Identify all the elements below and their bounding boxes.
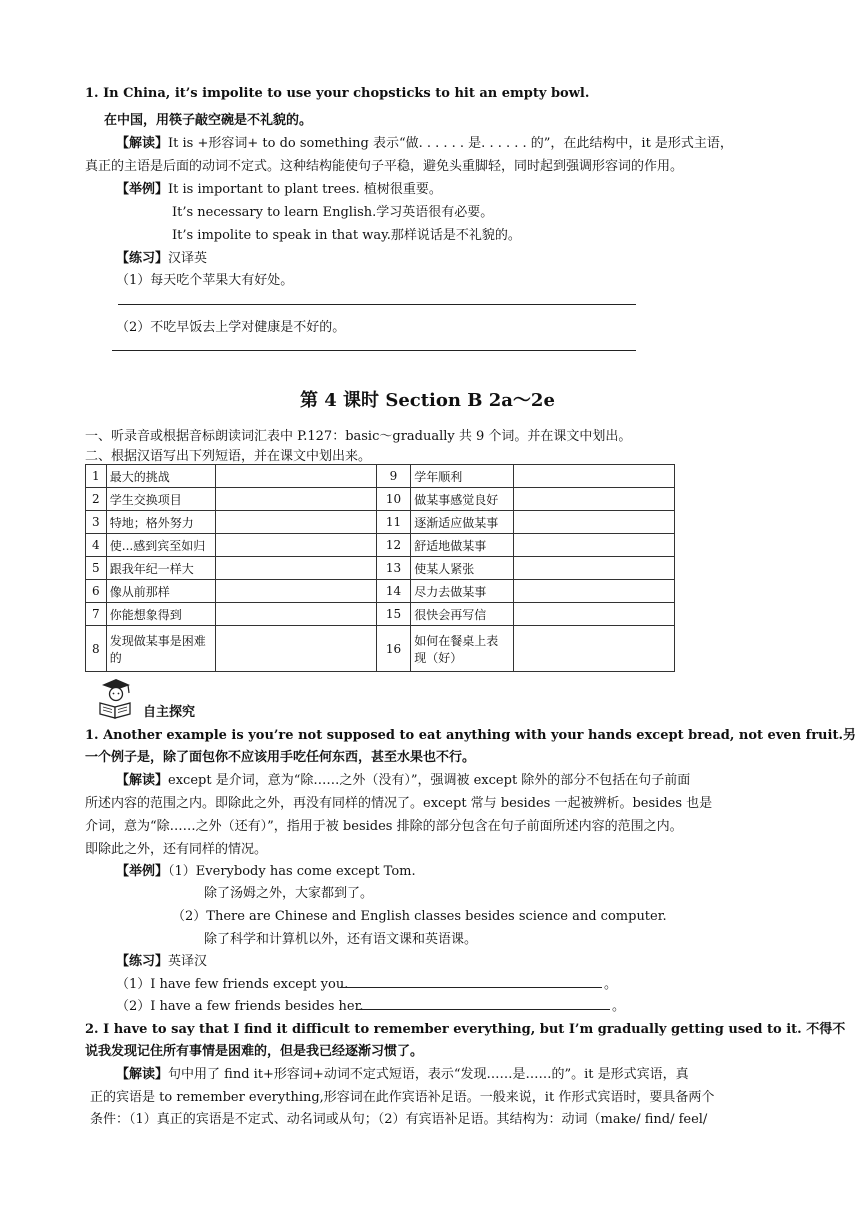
vocab-row	[86, 511, 675, 534]
lianxi-tag: 【练习】	[116, 954, 169, 969]
vocab-row	[86, 580, 675, 603]
vocab-chinese: 学生交换项目	[106, 488, 215, 511]
vocab-chinese: 使...感到宾至如归	[106, 534, 215, 557]
vocab-number: 12	[376, 534, 411, 557]
practice-q2-answer-line[interactable]	[356, 1009, 610, 1010]
jiedu-text: 句中用了 find it+形容词+动词不定式短语，表示“发现……是……的”。it 是形式宾语，真	[168, 1067, 689, 1082]
example-2-cn: 除了科学和计算机以外，还有语文课和英语课。	[204, 932, 478, 947]
vocab-answer-cell[interactable]	[513, 511, 674, 534]
juli-tag: 【举例】	[116, 182, 169, 197]
practice-q1: （1）I have few friends except you.	[116, 977, 349, 992]
vocab-number: 2	[86, 488, 107, 511]
practice-q1-period: 。	[604, 977, 618, 992]
vocab-chinese: 做某事感觉良好	[411, 488, 514, 511]
vocab-chinese: 发现做某事是困难的	[106, 626, 215, 672]
vocab-answer-cell[interactable]	[513, 534, 674, 557]
vocab-chinese: 舒适地做某事	[411, 534, 514, 557]
vocab-row	[86, 488, 675, 511]
explore-sentence-2b: 说我发现记住所有事情是困难的，但是我已经逐渐习惯了。	[85, 1044, 424, 1059]
answer-line-1[interactable]	[118, 304, 636, 305]
vocab-answer-cell[interactable]	[215, 534, 376, 557]
vocab-number: 8	[86, 626, 107, 672]
instruction-2: 二、根据汉语写出下列短语，并在课文中划出来。	[85, 449, 372, 464]
vocab-number: 13	[376, 557, 411, 580]
example-1: It is important to plant trees. 植树很重要。	[168, 182, 442, 197]
explore-sentence-1b: 一个例子是，除了面包你不应该用手吃任何东西，甚至水果也不行。	[85, 750, 476, 765]
vocab-row	[86, 557, 675, 580]
vocab-table	[85, 464, 675, 672]
lianxi-block	[116, 247, 207, 266]
juli-tag: 【举例】	[116, 864, 169, 879]
juli-block	[116, 178, 442, 197]
vocab-number: 6	[86, 580, 107, 603]
explore-jiedu-2	[116, 1063, 689, 1082]
lesson-title: 第 4 课时 Section B 2a～2e	[300, 390, 555, 411]
vocab-number: 15	[376, 603, 411, 626]
vocab-answer-cell[interactable]	[513, 626, 674, 672]
example-1-cn: 除了汤姆之外，大家都到了。	[204, 886, 374, 901]
example-2-en: （2）There are Chinese and English classes besides science and computer.	[172, 909, 667, 924]
jiedu-tag: 【解读】	[116, 136, 169, 151]
vocab-chinese: 使某人紧张	[411, 557, 514, 580]
explore-jiedu-1-line4: 即除此之外，还有同样的情况。	[85, 842, 268, 857]
vocab-chinese: 逐渐适应做某事	[411, 511, 514, 534]
vocab-answer-cell[interactable]	[215, 603, 376, 626]
vocab-answer-cell[interactable]	[513, 465, 674, 488]
explore-lianxi	[116, 950, 207, 969]
vocab-number: 3	[86, 511, 107, 534]
explore-jiedu-2-line2: 正的宾语是 to remember everything,形容词在此作宾语补足语。一般来说，it 作形式宾语时，要具备两个	[90, 1090, 715, 1105]
vocab-number: 4	[86, 534, 107, 557]
jiedu-paragraph-1	[116, 132, 733, 151]
vocab-answer-cell[interactable]	[215, 557, 376, 580]
vocab-number: 9	[376, 465, 411, 488]
example-3: It’s impolite to speak in that way.那样说话是不礼貌的。	[172, 228, 521, 243]
vocab-chinese: 像从前那样	[106, 580, 215, 603]
explore-jiedu-1-line3: 介词，意为“除……之外（还有）”，指用于被 besides 排除的部分包含在句子前面所述内容的范围之内。	[85, 819, 683, 834]
example-2: It’s necessary to learn English.学习英语很有必要。	[172, 205, 494, 220]
vocab-chinese: 很快会再写信	[411, 603, 514, 626]
vocab-answer-cell[interactable]	[513, 580, 674, 603]
explore-jiedu-1	[116, 769, 690, 788]
vocab-number: 10	[376, 488, 411, 511]
practice-q1-answer-line[interactable]	[340, 987, 602, 988]
student-reading-icon	[96, 677, 134, 719]
vocab-answer-cell[interactable]	[215, 580, 376, 603]
explore-juli	[116, 860, 416, 879]
vocab-row	[86, 603, 675, 626]
vocab-answer-cell[interactable]	[215, 465, 376, 488]
explore-jiedu-1-line2: 所述内容的范围之内。即除此之外，再没有同样的情况了。except 常与 besides 一起被辨析。besides 也是	[85, 796, 713, 811]
vocab-answer-cell[interactable]	[215, 511, 376, 534]
jiedu-tag: 【解读】	[116, 773, 169, 788]
vocab-answer-cell[interactable]	[513, 603, 674, 626]
vocab-chinese: 你能想象得到	[106, 603, 215, 626]
lianxi-type: 英译汉	[168, 954, 208, 969]
vocab-chinese: 特地；格外努力	[106, 511, 215, 534]
sentence-1-translation: 在中国，用筷子敲空碗是不礼貌的。	[104, 113, 313, 128]
exercise-1: （1）每天吃个苹果大有好处。	[116, 273, 294, 288]
vocab-row	[86, 534, 675, 557]
jiedu-text: except 是介词，意为“除……之外（没有）”，强调被 except 除外的部分不包括在句子前面	[168, 773, 691, 788]
vocab-answer-cell[interactable]	[513, 557, 674, 580]
vocab-chinese: 如何在餐桌上表现（好）	[411, 626, 514, 672]
lianxi-type: 汉译英	[168, 251, 208, 266]
jiedu-line-2: 真正的主语是后面的动词不定式。这种结构能使句子平稳，避免头重脚轻，同时起到强调形容词的作用。	[85, 159, 684, 174]
practice-q2: （2）I have a few friends besides her.	[116, 999, 364, 1014]
instruction-1: 一、听录音或根据音标朗读词汇表中 P.127：basic～gradually 共 9 个词。并在课文中划出。	[85, 429, 632, 444]
vocab-row	[86, 626, 675, 672]
lianxi-tag: 【练习】	[116, 251, 169, 266]
vocab-chinese: 学年顺利	[411, 465, 514, 488]
vocab-number: 16	[376, 626, 411, 672]
explore-sentence-1a: 1. Another example is you’re not supposed to eat anything with your hands except bread, not even fruit.另	[85, 728, 856, 743]
vocab-number: 5	[86, 557, 107, 580]
explore-heading: 自主探究	[143, 705, 196, 720]
explore-sentence-2a: 2. I have to say that I find it difficult to remember everything, but I’m gradually getting used to it. 不得不	[85, 1022, 846, 1037]
vocab-chinese: 跟我年纪一样大	[106, 557, 215, 580]
vocab-number: 11	[376, 511, 411, 534]
vocab-answer-cell[interactable]	[215, 488, 376, 511]
example-1-en: （1）Everybody has come except Tom.	[168, 864, 416, 879]
jiedu-text: It is +形容词+ to do something 表示“做. . . . . . 是. . . . . . 的”，在此结构中，it 是形式主语，	[168, 136, 733, 151]
practice-q2-period: 。	[612, 999, 626, 1014]
vocab-number: 1	[86, 465, 107, 488]
vocab-number: 14	[376, 580, 411, 603]
vocab-chinese: 最大的挑战	[106, 465, 215, 488]
vocab-chinese: 尽力去做某事	[411, 580, 514, 603]
sentence-1: 1. In China, it’s impolite to use your chopsticks to hit an empty bowl.	[85, 86, 590, 101]
answer-line-2[interactable]	[112, 350, 636, 351]
vocab-row	[86, 465, 675, 488]
jiedu-tag: 【解读】	[116, 1067, 169, 1082]
explore-jiedu-2-line3: 条件：（1）真正的宾语是不定式、动名词或从句；（2）有宾语补足语。其结构为：动词（make/ find/ feel/	[90, 1112, 708, 1127]
exercise-2: （2）不吃早饭去上学对健康是不好的。	[116, 320, 346, 335]
vocab-answer-cell[interactable]	[215, 626, 376, 672]
vocab-number: 7	[86, 603, 107, 626]
vocab-answer-cell[interactable]	[513, 488, 674, 511]
